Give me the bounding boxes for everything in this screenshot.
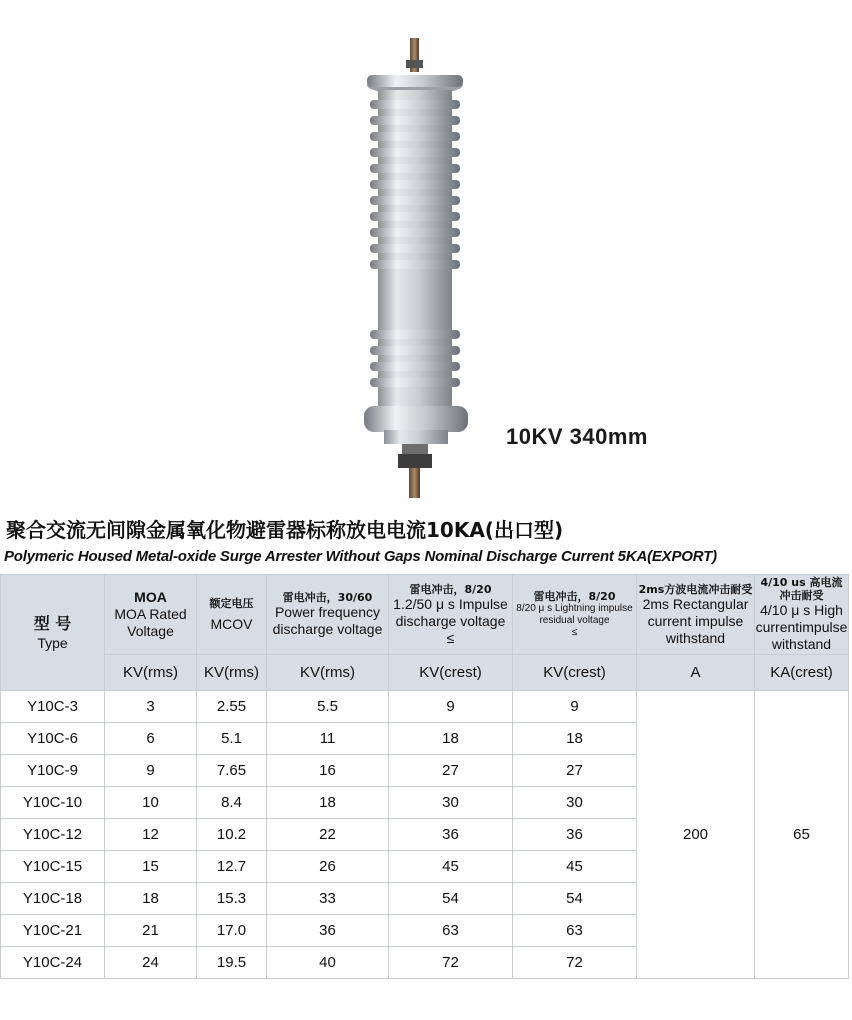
shed-ring	[370, 100, 460, 109]
header-light-le: ≤	[571, 627, 578, 638]
cell-impulse: 9	[389, 691, 513, 723]
header-light-cn: 雷电冲击，8/20	[533, 590, 616, 603]
header-mcov-en: MCOV	[210, 615, 253, 632]
cell-impulse: 36	[389, 819, 513, 851]
shed-ring	[370, 228, 460, 237]
cell-lightning: 30	[513, 787, 637, 819]
cell-lightning: 72	[513, 947, 637, 979]
unit-rectangular: A	[637, 655, 755, 691]
title-english: Polymeric Housed Metal-oxide Surge Arrester Without Gaps Nominal Discharge Current 5KA(EXPORT)	[4, 548, 717, 565]
title-chinese: 聚合交流无间隙金属氧化物避雷器标称放电电流10KA(出口型)	[6, 518, 564, 542]
header-light-en: 8/20 μ s Lightning impulse residual voltage	[516, 603, 633, 626]
cell-lightning: 18	[513, 723, 637, 755]
unit-high-current: KA(crest)	[755, 655, 849, 691]
cell-power-frequency: 40	[267, 947, 389, 979]
unit-moa: KV(rms)	[105, 655, 197, 691]
cell-mcov: 2.55	[197, 691, 267, 723]
shed-ring	[370, 132, 460, 141]
header-rect-cn: 2ms方波电流冲击耐受	[638, 582, 753, 596]
cell-moa: 24	[105, 947, 197, 979]
shed-ring	[370, 330, 460, 339]
cell-power-frequency: 33	[267, 883, 389, 915]
spec-table	[0, 574, 849, 979]
photo-caption: 10KV 340mm	[506, 424, 648, 449]
cell-moa: 10	[105, 787, 197, 819]
cell-moa: 21	[105, 915, 197, 947]
cell-impulse: 27	[389, 755, 513, 787]
header-mcov-cn: 额定电压	[209, 596, 254, 610]
cell-impulse: 72	[389, 947, 513, 979]
header-imp-cn: 雷电冲击，8/20	[409, 582, 492, 596]
shed-ring	[370, 362, 460, 371]
table-row	[1, 691, 849, 723]
unit-mcov: KV(rms)	[197, 655, 267, 691]
cell-moa: 18	[105, 883, 197, 915]
cell-mcov: 10.2	[197, 819, 267, 851]
cell-mcov: 12.7	[197, 851, 267, 883]
header-moa-rated: MOA Rated Voltage	[114, 606, 187, 639]
unit-row	[1, 655, 849, 691]
cell-high-current-merged: 65	[755, 691, 849, 979]
cell-impulse: 45	[389, 851, 513, 883]
cell-mcov: 17.0	[197, 915, 267, 947]
cell-lightning: 9	[513, 691, 637, 723]
header-mcov	[197, 575, 267, 655]
cell-mcov: 7.65	[197, 755, 267, 787]
header-pf-cn: 雷电冲击，30/60	[282, 591, 373, 604]
cell-power-frequency: 11	[267, 723, 389, 755]
unit-impulse: KV(crest)	[389, 655, 513, 691]
unit-lightning: KV(crest)	[513, 655, 637, 691]
cell-moa: 3	[105, 691, 197, 723]
shed-ring	[370, 212, 460, 221]
cell-type: Y10C-6	[1, 723, 105, 755]
cell-lightning: 36	[513, 819, 637, 851]
arrester-product-photo	[340, 30, 490, 500]
shed-ring	[370, 244, 460, 253]
shed-ring	[370, 346, 460, 355]
table-body	[1, 691, 849, 979]
cell-power-frequency: 22	[267, 819, 389, 851]
shed-ring	[370, 260, 460, 269]
header-type-en: Type	[37, 634, 68, 651]
cell-moa: 6	[105, 723, 197, 755]
shed-ring	[370, 180, 460, 189]
cell-lightning: 54	[513, 883, 637, 915]
cell-rectangular-merged: 200	[637, 691, 755, 979]
cell-type: Y10C-12	[1, 819, 105, 851]
header-impulse	[389, 575, 513, 655]
cell-lightning: 63	[513, 915, 637, 947]
header-high-en: 4/10 μ s High currentimpulse withstand	[755, 602, 848, 652]
shed-ring	[370, 148, 460, 157]
cell-mcov: 5.1	[197, 723, 267, 755]
cell-impulse: 30	[389, 787, 513, 819]
cell-power-frequency: 26	[267, 851, 389, 883]
cell-power-frequency: 36	[267, 915, 389, 947]
cell-mcov: 19.5	[197, 947, 267, 979]
cell-type: Y10C-24	[1, 947, 105, 979]
cell-type: Y10C-21	[1, 915, 105, 947]
cell-type: Y10C-10	[1, 787, 105, 819]
header-type-cn: 型 号	[33, 613, 72, 633]
header-pf-en: Power frequency discharge voltage	[272, 604, 383, 637]
cell-type: Y10C-18	[1, 883, 105, 915]
cell-type: Y10C-3	[1, 691, 105, 723]
cell-mcov: 15.3	[197, 883, 267, 915]
header-rectangular	[637, 575, 755, 655]
cell-type: Y10C-15	[1, 851, 105, 883]
shed-ring	[370, 116, 460, 125]
cell-impulse: 18	[389, 723, 513, 755]
shed-ring	[370, 196, 460, 205]
shed-ring	[370, 164, 460, 173]
header-high-current	[755, 575, 849, 655]
header-row	[1, 575, 849, 655]
cell-power-frequency: 16	[267, 755, 389, 787]
cell-power-frequency: 5.5	[267, 691, 389, 723]
unit-power-frequency: KV(rms)	[267, 655, 389, 691]
cell-mcov: 8.4	[197, 787, 267, 819]
header-imp-en: 1.2/50 μ s Impulse discharge voltage	[393, 595, 508, 629]
cell-lightning: 27	[513, 755, 637, 787]
cell-moa: 12	[105, 819, 197, 851]
header-moa	[105, 575, 197, 655]
header-rect-en: 2ms Rectangular current impulse withstand	[642, 595, 749, 646]
cell-moa: 9	[105, 755, 197, 787]
header-high-cn: 4/10 us 高电流冲击耐受	[760, 576, 843, 602]
header-lightning	[513, 575, 637, 655]
header-imp-le: ≤	[446, 629, 455, 646]
cell-moa: 15	[105, 851, 197, 883]
header-power-frequency	[267, 575, 389, 655]
cell-type: Y10C-9	[1, 755, 105, 787]
cell-power-frequency: 18	[267, 787, 389, 819]
header-moa-bold: MOA	[134, 589, 167, 605]
shed-ring	[370, 378, 460, 387]
header-type	[1, 575, 105, 691]
cell-lightning: 45	[513, 851, 637, 883]
cell-impulse: 54	[389, 883, 513, 915]
cell-impulse: 63	[389, 915, 513, 947]
